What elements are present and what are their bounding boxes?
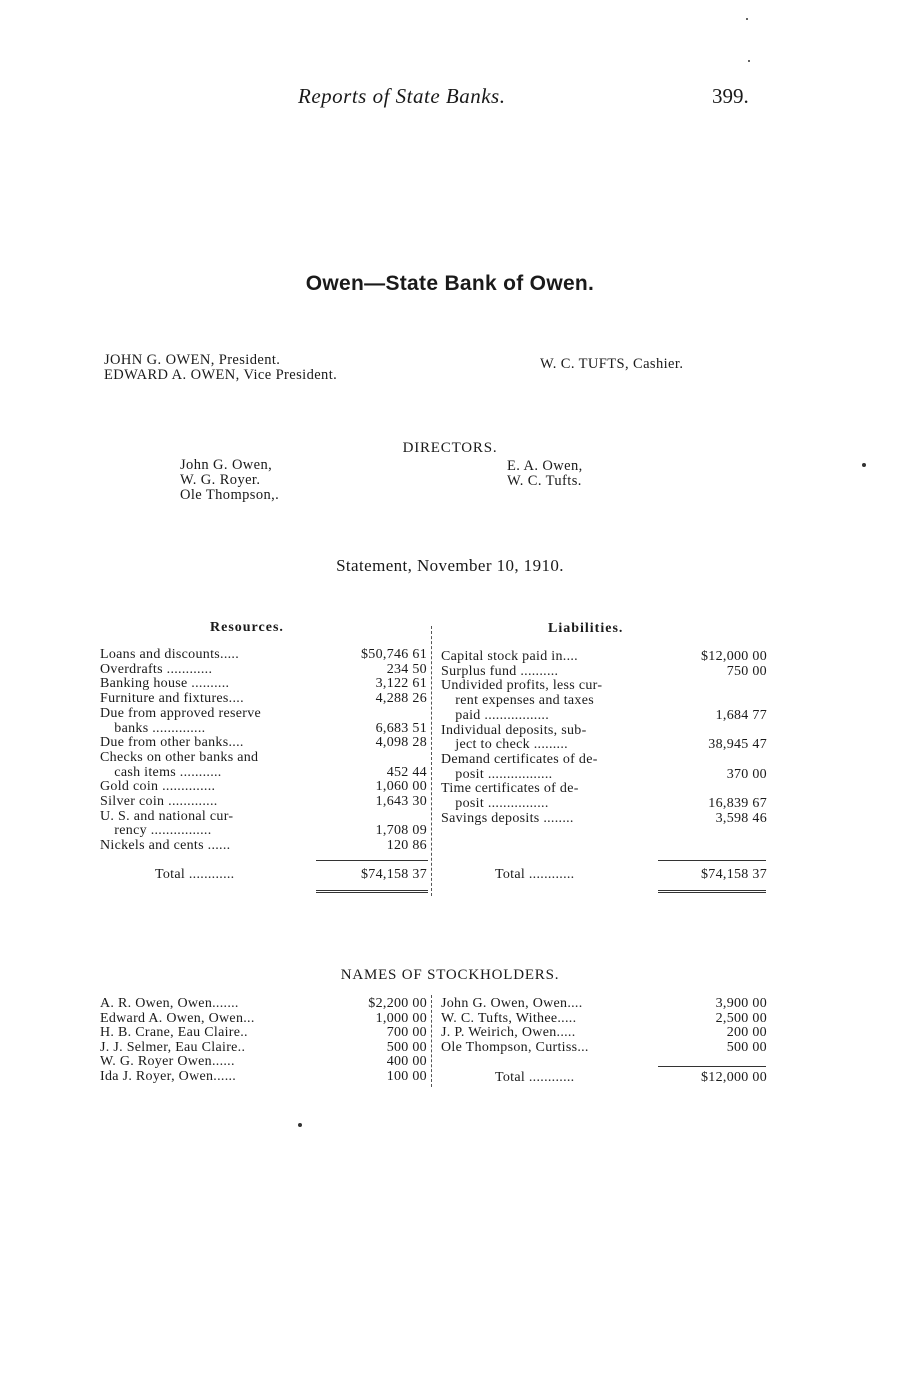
resource-label: Gold coin .............. — [100, 779, 216, 795]
director-right-1: E. A. Owen, — [507, 458, 583, 474]
liability-amount: 1,684 77 — [715, 707, 767, 723]
liability-amount: 16,839 67 — [708, 796, 767, 811]
officer-president: JOHN G. OWEN, President. — [104, 352, 281, 368]
statement-title: Statement, November 10, 1910. — [336, 556, 564, 575]
liabilities-total-amount: $74,158 37 — [701, 867, 767, 882]
resource-label: Checks on other banks and — [100, 749, 259, 765]
resources-heading: Resources. — [210, 620, 284, 635]
stockholder-amount: 1,000 00 — [375, 1010, 427, 1026]
officer-vice-president: EDWARD A. OWEN, Vice President. — [104, 367, 338, 383]
stockholders-total-amount: $12,000 00 — [701, 1070, 767, 1085]
stockholders-divider — [431, 995, 432, 1087]
liabilities-total-rule — [658, 860, 766, 861]
resource-label: Banking house .......... — [100, 676, 230, 692]
resource-label: Due from other banks.... — [100, 735, 244, 751]
liabilities-total-label: Total ............ — [495, 867, 575, 882]
resources-total-double-rule — [316, 890, 428, 893]
stockholder-amount: 500 00 — [386, 1039, 427, 1055]
resources-total-rule — [316, 860, 428, 861]
liability-amount: 3,598 46 — [715, 810, 767, 826]
stockholder-label: Ida J. Royer, Owen...... — [100, 1069, 237, 1084]
resource-label: U. S. and national cur- — [100, 808, 234, 824]
stockholder-amount: 400 00 — [386, 1054, 427, 1070]
resource-label: Overdrafts ............ — [100, 661, 213, 677]
liability-label: Individual deposits, sub- — [441, 722, 587, 738]
bank-title: Owen—State Bank of Owen. — [305, 272, 595, 295]
resource-label: banks .............. — [100, 720, 206, 736]
stockholder-amount: 500 00 — [726, 1039, 767, 1055]
liability-label: paid ................. — [441, 707, 550, 723]
scan-speck — [746, 18, 748, 20]
resource-amount: 1,708 09 — [375, 823, 427, 839]
resource-amount: 1,060 00 — [375, 779, 427, 795]
liability-label: Capital stock paid in.... — [441, 649, 578, 664]
liability-label: posit ................. — [441, 766, 553, 782]
resource-label: Silver coin ............. — [100, 794, 218, 809]
stockholder-label: W. G. Royer Owen...... — [100, 1054, 235, 1070]
director-right-2: W. C. Tufts. — [507, 473, 582, 489]
stockholders-total-rule — [658, 1066, 766, 1067]
liability-label: ject to check ......... — [441, 737, 568, 753]
scan-speck — [298, 1123, 302, 1127]
resource-label: rency ................ — [100, 823, 212, 839]
liability-amount: 370 00 — [726, 766, 767, 782]
scan-speck — [862, 463, 866, 467]
stockholder-label: Ole Thompson, Curtiss... — [441, 1039, 589, 1055]
director-left-1: John G. Owen, — [180, 457, 273, 473]
resource-amount: 452 44 — [386, 764, 427, 780]
liability-label: Demand certificates of de- — [441, 751, 598, 767]
running-head-title: Reports of State Banks. — [298, 84, 506, 108]
stockholder-amount: 100 00 — [386, 1069, 427, 1084]
stockholder-amount: 700 00 — [386, 1025, 427, 1041]
resource-label: Furniture and fixtures.... — [100, 691, 244, 707]
stockholder-label: A. R. Owen, Owen....... — [100, 996, 239, 1011]
resource-amount: 4,288 26 — [375, 691, 427, 707]
resource-amount: 234 50 — [386, 661, 427, 677]
stockholder-label: John G. Owen, Owen.... — [441, 996, 583, 1011]
director-left-2: W. G. Royer. — [180, 472, 261, 488]
liability-label: Savings deposits ........ — [441, 810, 574, 826]
liability-label: Surplus fund .......... — [441, 663, 559, 679]
stockholder-label: J. P. Weirich, Owen..... — [441, 1025, 576, 1041]
stockholders-heading: NAMES OF STOCKHOLDERS. — [340, 967, 560, 983]
resource-amount: $50,746 61 — [361, 647, 427, 662]
director-left-3: Ole Thompson,. — [180, 487, 280, 503]
scan-speck — [748, 60, 750, 62]
stockholder-amount: 200 00 — [726, 1025, 767, 1041]
liabilities-heading: Liabilities. — [548, 621, 624, 636]
stockholder-amount: 3,900 00 — [715, 996, 767, 1011]
resources-total-amount: $74,158 37 — [361, 867, 427, 882]
resource-amount: 3,122 61 — [375, 676, 427, 692]
stockholder-label: Edward A. Owen, Owen... — [100, 1010, 255, 1026]
column-divider — [431, 626, 432, 896]
page-number: 399. — [712, 84, 749, 108]
liabilities-total-double-rule — [658, 890, 766, 893]
resource-amount: 6,683 51 — [375, 720, 427, 736]
stockholder-amount: 2,500 00 — [715, 1010, 767, 1026]
liability-amount: 750 00 — [726, 663, 767, 679]
resources-total-label: Total ............ — [155, 867, 235, 882]
stockholder-label: W. C. Tufts, Withee..... — [441, 1010, 577, 1026]
stockholder-amount: $2,200 00 — [368, 996, 427, 1011]
resource-amount: 120 86 — [386, 838, 427, 854]
officer-cashier: W. C. TUFTS, Cashier. — [540, 356, 684, 372]
resource-label: Due from approved reserve — [100, 705, 262, 721]
directors-heading: DIRECTORS. — [402, 440, 498, 456]
liability-amount: 38,945 47 — [708, 737, 767, 753]
resource-label: cash items ........... — [100, 764, 222, 780]
stockholders-total-label: Total ............ — [495, 1070, 575, 1085]
stockholder-label: H. B. Crane, Eau Claire.. — [100, 1025, 248, 1041]
resource-amount: 4,098 28 — [375, 735, 427, 751]
resource-amount: 1,643 30 — [375, 794, 427, 809]
liability-label: posit ................ — [441, 796, 549, 811]
stockholder-label: J. J. Selmer, Eau Claire.. — [100, 1039, 246, 1055]
resource-label: Loans and discounts..... — [100, 647, 240, 662]
resource-label: Nickels and cents ...... — [100, 838, 231, 854]
liability-label: Undivided profits, less cur- — [441, 678, 603, 694]
liability-label: rent expenses and taxes — [441, 693, 594, 709]
liability-label: Time certificates of de- — [441, 781, 579, 797]
liability-amount: $12,000 00 — [701, 649, 767, 664]
